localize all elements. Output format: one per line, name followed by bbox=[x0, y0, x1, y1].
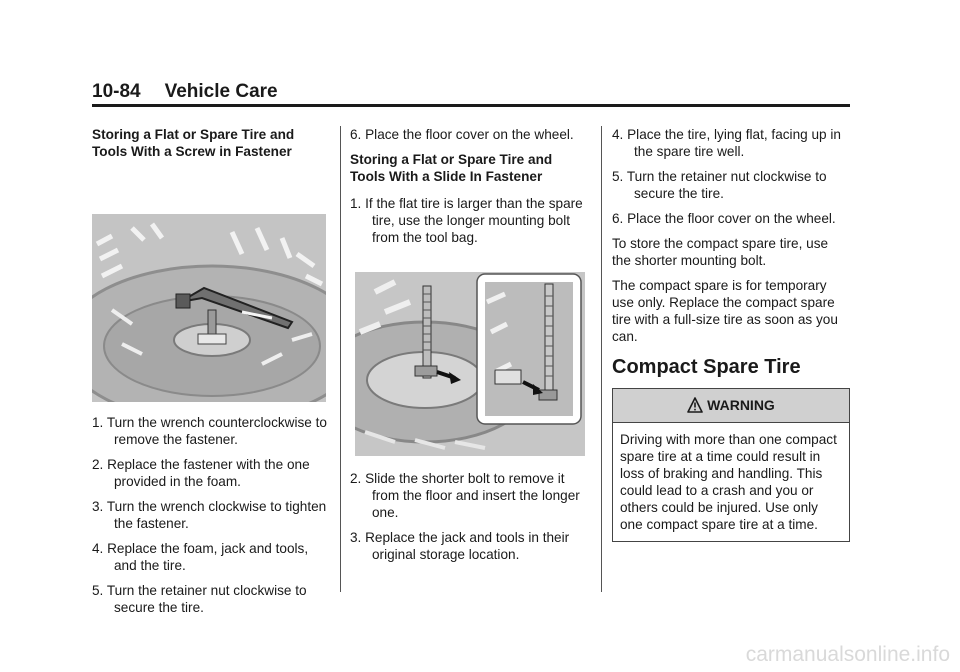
warning-text: Driving with more than one compact spare tire at a time could result in loss of braking and handling. This could lead to a crash and you or others could be injured. Use only one compact spare tire at a time. bbox=[620, 432, 837, 532]
column-1 bbox=[92, 126, 330, 624]
warning-box bbox=[612, 388, 850, 542]
watermark: carmanualsonline.info bbox=[745, 643, 950, 666]
list-item: 4. Place the tire, lying flat, facing up in the spare tire well. bbox=[612, 127, 841, 159]
list-item: 3. Turn the wrench clockwise to tighten the fastener. bbox=[92, 499, 327, 531]
warning-header bbox=[613, 389, 849, 423]
section-title: Vehicle Care bbox=[164, 81, 278, 102]
wrench-fastener-illustration bbox=[92, 214, 326, 402]
warning-icon bbox=[687, 392, 703, 425]
subheading-slide-fastener: Storing a Flat or Spare Tire and Tools With a Slide In Fastener bbox=[350, 152, 553, 184]
list-item: 2. Slide the shorter bolt to remove it from the floor and insert the longer one. bbox=[350, 471, 580, 520]
paragraph: The compact spare is for temporary use only. Replace the compact spare tire with a full-size tire as soon as you can. bbox=[612, 278, 838, 344]
list-item: 5. Turn the retainer nut clockwise to secure the tire. bbox=[92, 583, 307, 615]
mounting-bolt-illustration bbox=[355, 272, 585, 456]
list-item: 2. Replace the fastener with the one provided in the foam. bbox=[92, 457, 310, 489]
section-heading: Compact Spare Tire bbox=[612, 356, 801, 378]
wrench-illustration-graphic bbox=[92, 214, 326, 402]
column-3 bbox=[612, 126, 850, 542]
column-2 bbox=[350, 126, 588, 571]
warning-title: WARNING bbox=[707, 397, 775, 413]
list-item: 3. Replace the jack and tools in their original storage location. bbox=[350, 530, 570, 562]
subheading-screw-fastener: Storing a Flat or Spare Tire and Tools With a Screw in Fastener bbox=[92, 127, 295, 159]
column-divider bbox=[340, 126, 341, 592]
paragraph: To store the compact spare tire, use the shorter mounting bolt. bbox=[612, 236, 829, 268]
page-number: 10-84 bbox=[92, 81, 141, 102]
bolt-illustration-graphic bbox=[355, 272, 585, 456]
column-divider bbox=[601, 126, 602, 592]
list-item: 6. Place the floor cover on the wheel. bbox=[350, 127, 574, 142]
list-item: 6. Place the floor cover on the wheel. bbox=[612, 211, 836, 226]
list-item: 5. Turn the retainer nut clockwise to secure the tire. bbox=[612, 169, 827, 201]
list-item: 4. Replace the foam, jack and tools, and the tire. bbox=[92, 541, 309, 573]
header-rule bbox=[92, 104, 850, 107]
list-item: 1. Turn the wrench counterclockwise to remove the fastener. bbox=[92, 415, 327, 447]
page-header bbox=[92, 81, 278, 103]
list-item: 1. If the flat tire is larger than the spare tire, use the longer mounting bolt from the tool bag. bbox=[350, 196, 583, 245]
